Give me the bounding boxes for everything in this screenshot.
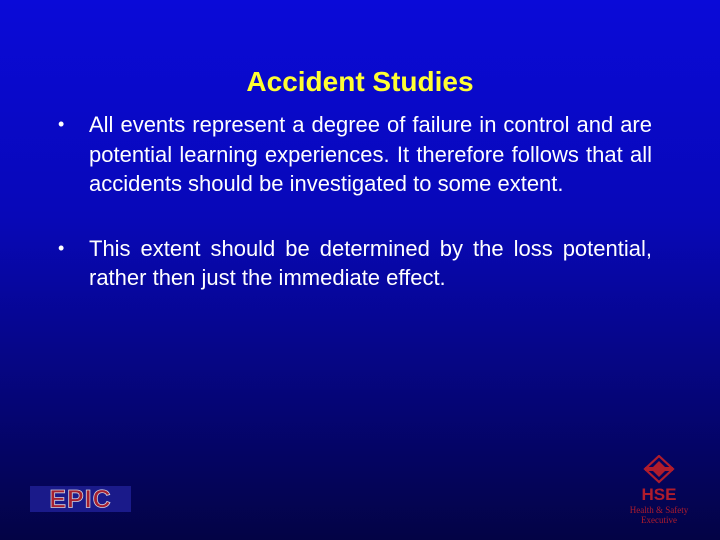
bullet-text: This extent should be determined by the loss potential, rather then just the immediate effect. <box>89 235 652 290</box>
hse-name-line2: Executive <box>641 515 677 525</box>
hse-name-line1: Health & Safety <box>629 505 689 515</box>
epic-logo-text: EPIC <box>49 486 112 512</box>
bullet-marker: • <box>58 237 65 258</box>
hse-acronym: HSE <box>641 485 677 504</box>
bullet-marker: • <box>58 114 65 134</box>
hse-emblem-icon <box>645 456 673 482</box>
slide-title: Accident Studies <box>246 66 474 97</box>
epic-logo <box>30 486 131 512</box>
hse-logo <box>622 455 696 527</box>
bullet-item <box>58 234 652 293</box>
bullet-text: All events represent a degree of failure in control and are potential learning experiences. It therefore follows that all accidents should be investigated to some extent. <box>89 112 652 196</box>
bullet-item <box>58 110 652 199</box>
bullet-list <box>58 110 652 293</box>
